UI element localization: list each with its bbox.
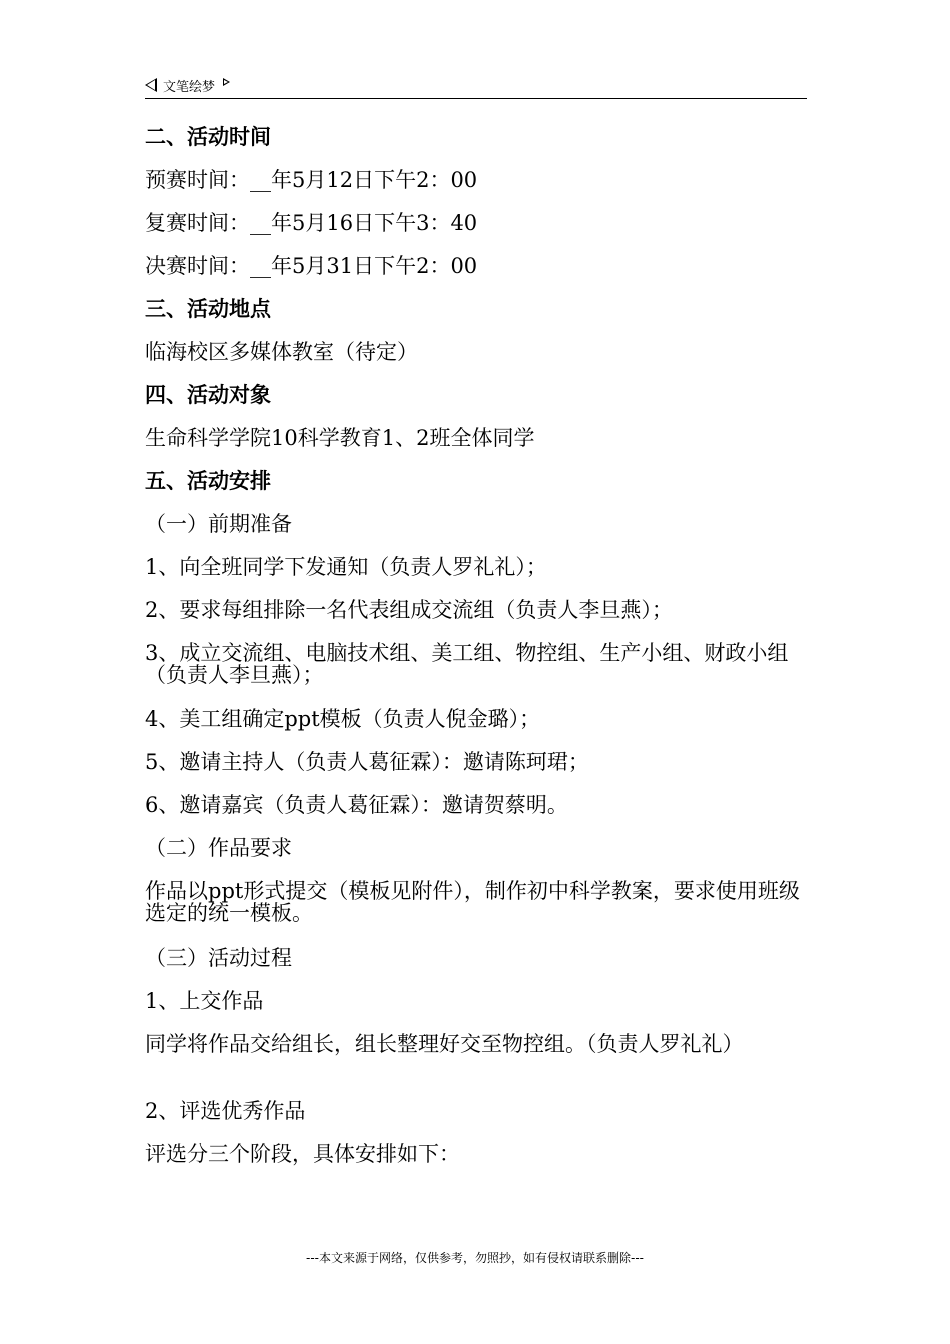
process-step-2: 2、评选优秀作品 xyxy=(145,1099,306,1123)
subheading-work-requirements: （二）作品要求 xyxy=(145,836,292,860)
list-item-3: 3、成立交流组、电脑技术组、美工组、物控组、生产小组、财政小组（负责人李旦燕）； xyxy=(145,641,789,687)
paragraph-final-time: 决赛时间：__年5月31日下午2：00 xyxy=(145,254,478,278)
list-item-4: 4、美工组确定ppt模板（负责人倪金璐）； xyxy=(145,707,541,731)
heading-activity-arrangement: 五、活动安排 xyxy=(145,469,271,493)
list-item-5: 5、邀请主持人（负责人葛征霖）：邀请陈珂珺； xyxy=(145,750,589,774)
paragraph-semifinal-time: 复赛时间：__年5月16日下午3：40 xyxy=(145,211,478,235)
subheading-activity-process: （三）活动过程 xyxy=(145,946,292,970)
paragraph-target: 生命科学学院10科学教育1、2班全体同学 xyxy=(145,426,535,450)
page-header xyxy=(145,72,807,99)
left-triangle-icon xyxy=(145,78,157,92)
paragraph-work-requirements: 作品以ppt形式提交（模板见附件），制作初中科学教案，要求使用班级选定的统一模板。 xyxy=(145,879,800,925)
paragraph-prelim-time: 预赛时间：__年5月12日下午2：00 xyxy=(145,168,478,192)
heading-activity-time: 二、活动时间 xyxy=(145,125,271,149)
paragraph-submit-works: 同学将作品交给组长，组长整理好交至物控组。（负责人罗礼礼） xyxy=(145,1032,744,1056)
list-item-1: 1、向全班同学下发通知（负责人罗礼礼）； xyxy=(145,555,547,579)
process-step-1: 1、上交作品 xyxy=(145,989,264,1013)
subheading-preparation: （一）前期准备 xyxy=(145,512,292,536)
right-triangle-icon xyxy=(223,78,230,86)
page-footer: ---本文来源于网络，仅供参考，勿照抄，如有侵权请联系删除--- xyxy=(306,1251,644,1265)
heading-activity-venue: 三、活动地点 xyxy=(145,297,271,321)
header-title: 文笔绘梦 xyxy=(163,79,216,95)
list-item-6: 6、邀请嘉宾（负责人葛征霖）：邀请贺蔡明。 xyxy=(145,793,568,817)
paragraph-venue: 临海校区多媒体教室（待定） xyxy=(145,340,418,364)
heading-activity-target: 四、活动对象 xyxy=(145,383,271,407)
paragraph-selection-stages: 评选分三个阶段，具体安排如下： xyxy=(145,1142,460,1166)
list-item-2: 2、要求每组排除一名代表组成交流组（负责人李旦燕）； xyxy=(145,598,673,622)
